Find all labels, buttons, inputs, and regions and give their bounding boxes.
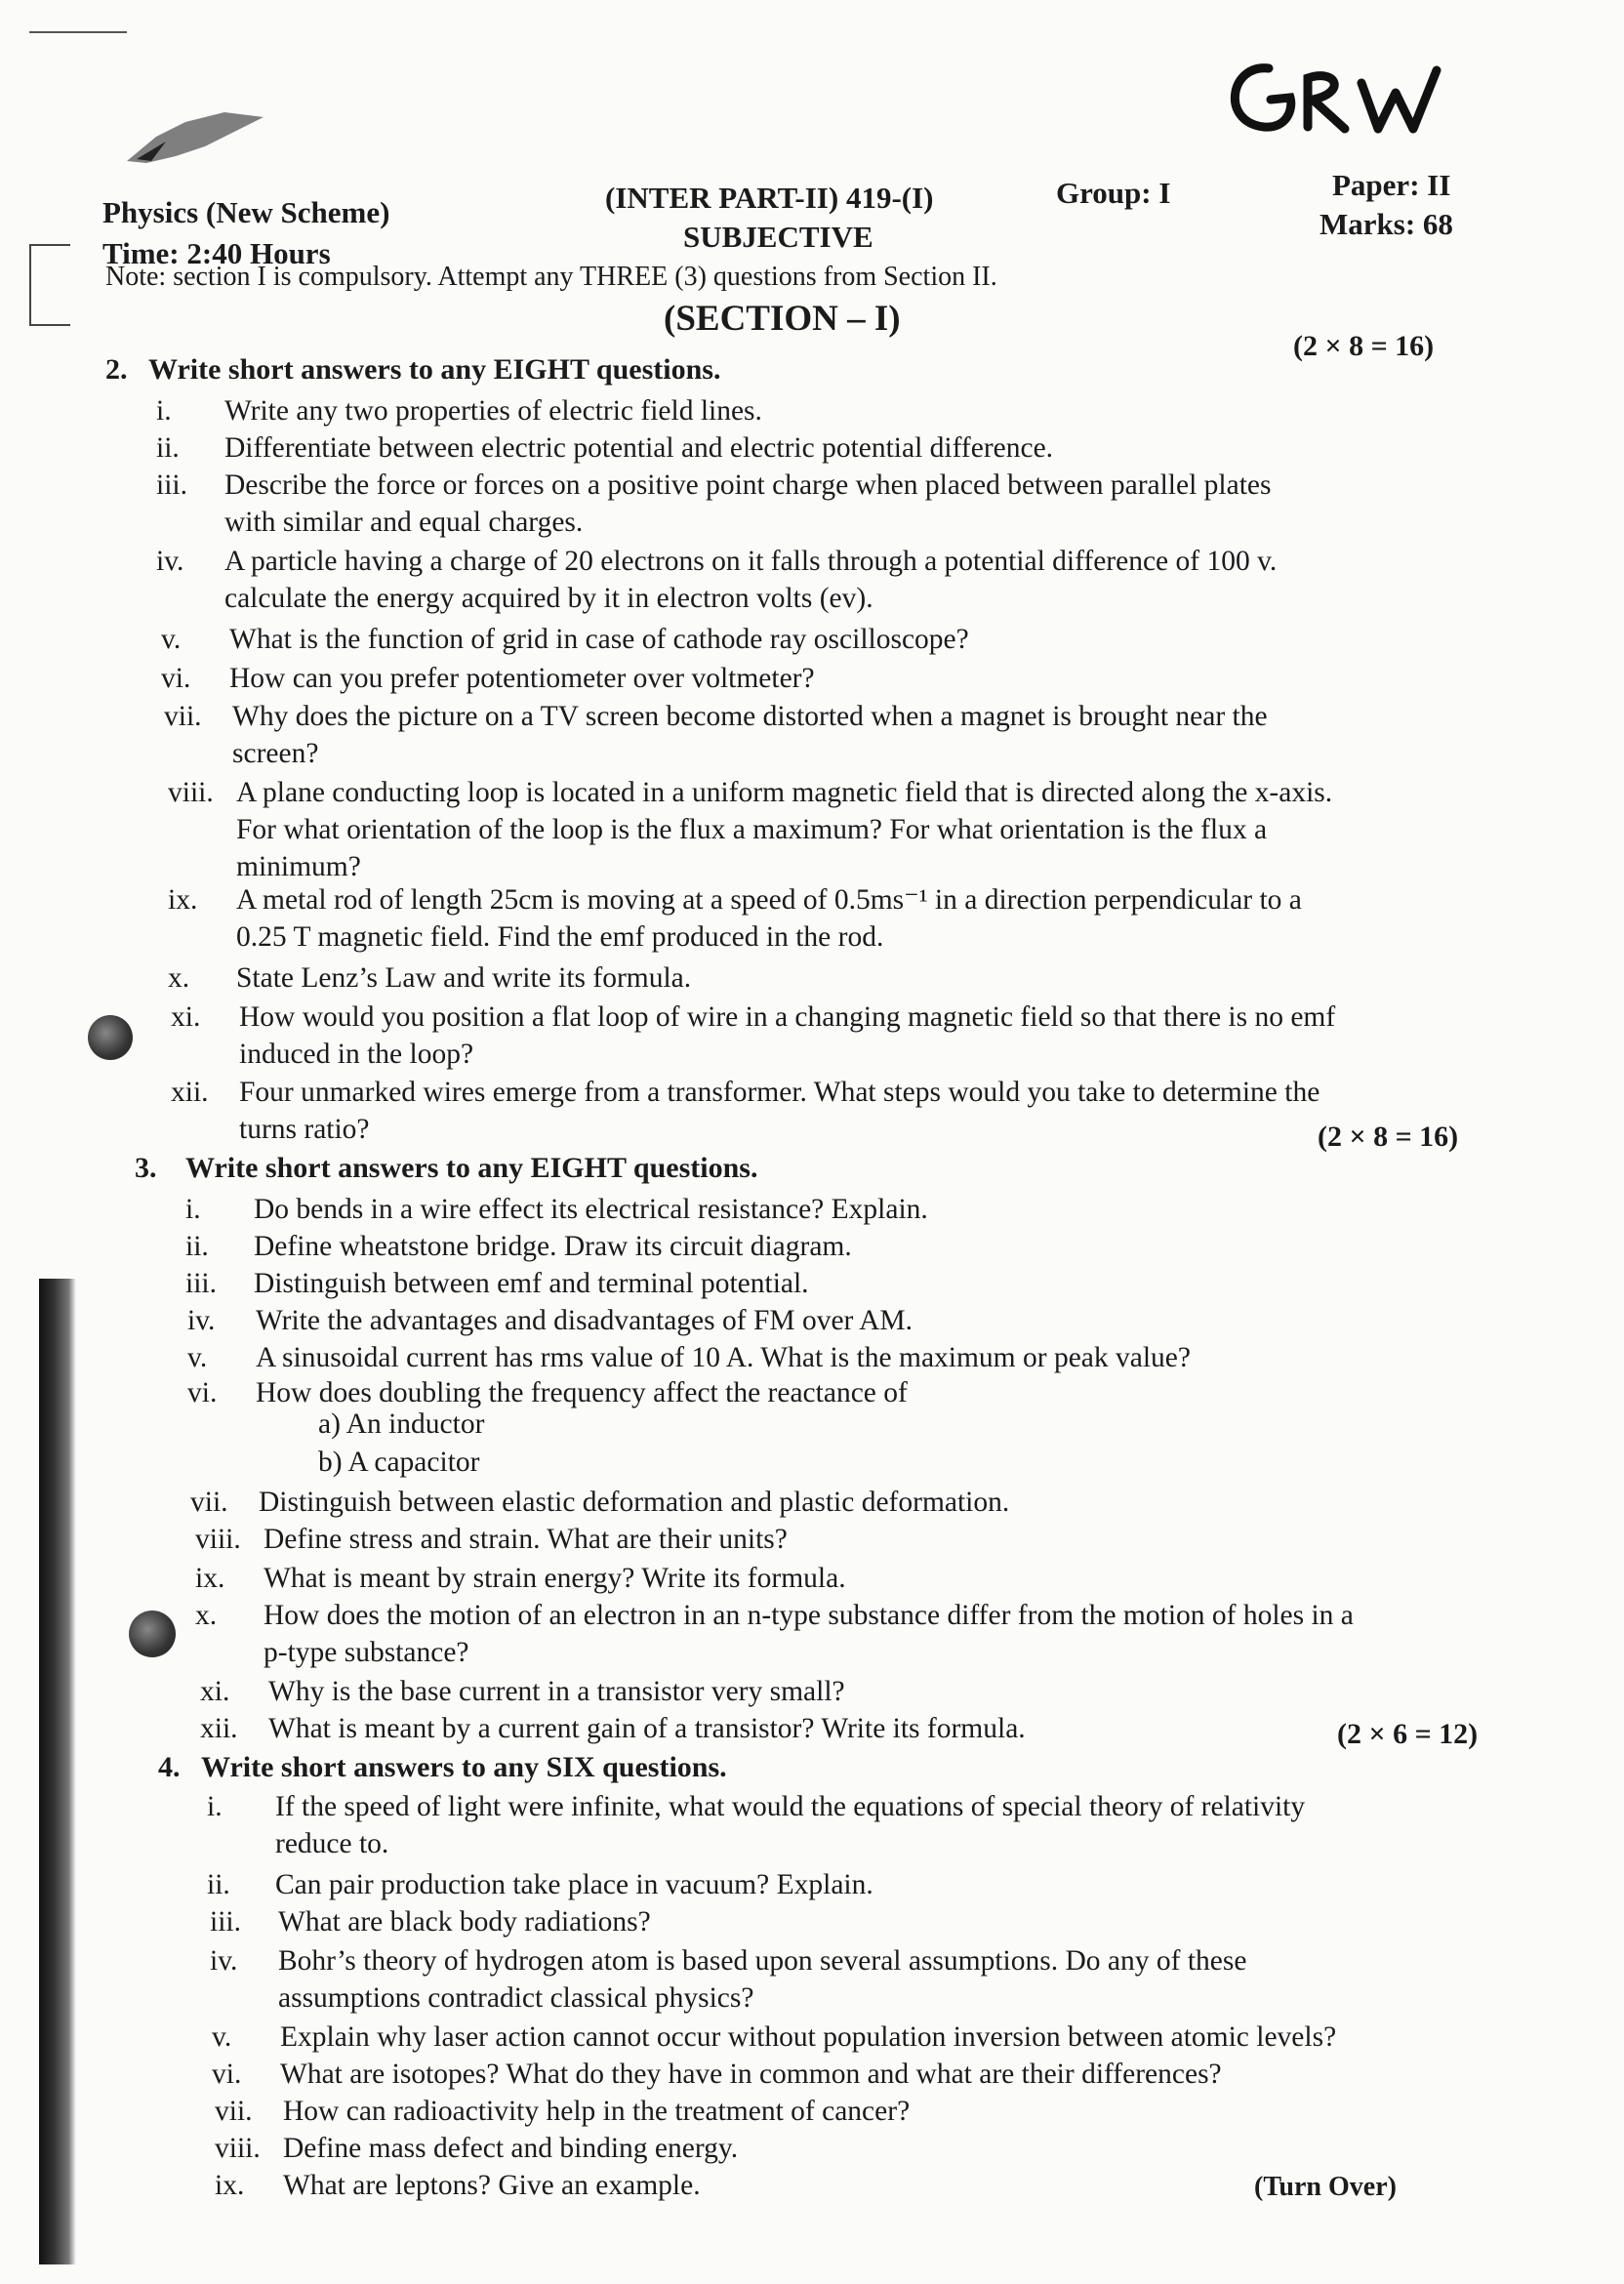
item-text-line: What are leptons? Give an example.	[283, 2170, 701, 2201]
item-number: ii.	[207, 1869, 230, 1900]
item-number: vii.	[190, 1487, 228, 1518]
question-2-marks: (2 × 8 = 16)	[1293, 330, 1435, 362]
item-number: vi.	[187, 1377, 218, 1408]
item-number: xi.	[200, 1676, 230, 1707]
scan-edge-line	[29, 31, 127, 33]
item-text-line: A plane conducting loop is located in a uniform magnetic field that is directed along the x-axis.	[236, 777, 1333, 808]
item-number: v.	[161, 624, 182, 655]
item-text-line: Why does the picture on a TV screen become distorted when a magnet is brought near the	[232, 701, 1268, 732]
exam-type: SUBJECTIVE	[683, 220, 873, 254]
item-number: iii.	[156, 469, 187, 501]
item-text-line: How can radioactivity help in the treatment of cancer?	[283, 2096, 911, 2127]
item-text-line: What are black body radiations?	[278, 1906, 651, 1937]
item-text-line: For what orientation of the loop is the flux a maximum? For what orientation is the flux a	[236, 814, 1268, 845]
item-text-line: induced in the loop?	[239, 1039, 474, 1070]
item-text-line: Define stress and strain. What are their units?	[264, 1524, 788, 1555]
question-instruction: Write short answers to any EIGHT questions.	[185, 1152, 758, 1184]
item-text-line: p-type substance?	[264, 1637, 469, 1668]
item-number: viii.	[195, 1524, 241, 1555]
item-text-line: A metal rod of length 25cm is moving at a speed of 0.5ms⁻¹ in a direction perpendicular to a	[236, 884, 1302, 916]
item-text-line: with similar and equal charges.	[224, 507, 584, 538]
item-text-line: A particle having a charge of 20 electrons on it falls through a potential difference of 100 v.	[224, 546, 1278, 577]
item-text-line: What is meant by a current gain of a transistor? Write its formula.	[268, 1713, 1026, 1744]
item-text-line: Why is the base current in a transistor very small?	[268, 1676, 845, 1707]
item-number: vi.	[161, 663, 191, 694]
item-text-line: What are isotopes? What do they have in common and what are their differences?	[280, 2059, 1222, 2090]
question-number: 3.	[135, 1152, 157, 1184]
item-text-line: turns ratio?	[239, 1114, 370, 1145]
scan-bracket-mark	[29, 244, 70, 326]
item-text-line: Explain why laser action cannot occur without population inversion between atomic levels?	[280, 2021, 1337, 2053]
question-number: 2.	[105, 353, 128, 386]
item-text-line: Define mass defect and binding energy.	[283, 2133, 739, 2164]
item-text-line: Distinguish between elastic deformation and plastic deformation.	[259, 1487, 1010, 1518]
item-number: vii.	[164, 701, 202, 732]
question-4-marks: (2 × 6 = 12)	[1337, 1718, 1479, 1750]
item-text-line: Write the advantages and disadvantages of FM over AM.	[256, 1305, 914, 1336]
item-text-line: Can pair production take place in vacuum? Explain.	[275, 1869, 873, 1900]
item-text-line: reduce to.	[275, 1828, 389, 1859]
item-number: iv.	[210, 1945, 238, 1977]
item-text-line: State Lenz’s Law and write its formula.	[236, 962, 692, 994]
punch-hole	[129, 1611, 176, 1657]
item-text-line: How does the motion of an electron in an n-type substance differ from the motion of holes in a	[264, 1600, 1354, 1631]
item-text-line: What is meant by strain energy? Write its formula.	[264, 1563, 846, 1594]
item-number: v.	[212, 2021, 232, 2053]
punch-hole	[88, 1015, 133, 1060]
item-text-line: Distinguish between emf and terminal potential.	[254, 1268, 809, 1299]
question-2-heading	[105, 353, 720, 387]
marks-label: Marks: 68	[1320, 207, 1453, 241]
handwritten-grw-mark	[1210, 49, 1464, 156]
item-number: iv.	[187, 1305, 216, 1336]
subject-label: Physics (New Scheme)	[102, 195, 390, 229]
item-number: ii.	[185, 1231, 209, 1262]
question-instruction: Write short answers to any EIGHT questions.	[148, 353, 721, 386]
item-number: iv.	[156, 546, 184, 577]
question-4-heading	[158, 1751, 727, 1784]
item-text-line: If the speed of light were infinite, what would the equations of special theory of relativity	[275, 1791, 1306, 1822]
item-number: vi.	[212, 2059, 242, 2090]
instruction-note: Note: section I is compulsory. Attempt any THREE (3) questions from Section II.	[105, 262, 997, 292]
item-text-line: How can you prefer potentiometer over voltmeter?	[229, 663, 815, 694]
item-text-line: Differentiate between electric potential and electric potential difference.	[224, 432, 1054, 464]
exam-title: (INTER PART-II) 419-(I)	[605, 181, 934, 215]
time-label: Time: 2:40 Hours	[102, 236, 331, 270]
ink-smudge-logo	[117, 93, 283, 171]
item-number: viii.	[215, 2133, 261, 2164]
item-number: i.	[156, 395, 172, 427]
item-text-line: How would you position a flat loop of wire in a changing magnetic field so that there is no emf	[239, 1001, 1336, 1033]
paper-label: Paper: II	[1332, 168, 1451, 202]
item-text-line: Four unmarked wires emerge from a transformer. What steps would you take to determine the	[239, 1077, 1320, 1108]
item-number: x.	[195, 1600, 218, 1631]
item-number: ix.	[215, 2170, 245, 2201]
item-text-line: Do bends in a wire effect its electrical resistance? Explain.	[254, 1194, 928, 1225]
binding-shadow	[39, 1279, 76, 2264]
item-text-line: minimum?	[236, 851, 361, 882]
item-number: vii.	[215, 2096, 253, 2127]
item-number: viii.	[168, 777, 214, 808]
sub-item-capacitor: b) A capacitor	[318, 1447, 480, 1478]
item-number: ix.	[195, 1563, 225, 1594]
item-text-line: Bohr’s theory of hydrogen atom is based upon several assumptions. Do any of these	[278, 1945, 1247, 1977]
item-text-line: assumptions contradict classical physics?	[278, 1982, 754, 2014]
item-text-line: Define wheatstone bridge. Draw its circuit diagram.	[254, 1231, 852, 1262]
item-text-line: Write any two properties of electric field lines.	[224, 395, 762, 427]
item-text-line: A sinusoidal current has rms value of 10 A. What is the maximum or peak value?	[256, 1342, 1191, 1373]
item-number: ix.	[168, 884, 198, 916]
question-3-heading	[135, 1152, 757, 1185]
question-3-marks: (2 × 8 = 16)	[1318, 1121, 1459, 1153]
sub-item-inductor: a) An inductor	[318, 1408, 485, 1440]
item-number: xi.	[171, 1001, 201, 1033]
item-number: v.	[187, 1342, 208, 1373]
item-number: ii.	[156, 432, 180, 464]
item-text-line: Describe the force or forces on a positive point charge when placed between parallel plates	[224, 469, 1272, 501]
item-number: iii.	[185, 1268, 217, 1299]
item-number: iii.	[210, 1906, 241, 1937]
item-text-line: screen?	[232, 738, 319, 769]
item-number: xii.	[171, 1077, 209, 1108]
item-number: xii.	[200, 1713, 238, 1744]
item-number: i.	[185, 1194, 201, 1225]
item-text-line: How does doubling the frequency affect the reactance of	[256, 1377, 908, 1408]
question-number: 4.	[158, 1751, 181, 1783]
section-title: (SECTION – I)	[664, 299, 901, 339]
item-text-line: calculate the energy acquired by it in electron volts (ev).	[224, 583, 873, 614]
item-number: i.	[207, 1791, 223, 1822]
item-number: x.	[168, 962, 190, 994]
turn-over-label: (Turn Over)	[1254, 2172, 1397, 2202]
item-text-line: 0.25 T magnetic field. Find the emf produced in the rod.	[236, 921, 884, 953]
group-label: Group: I	[1056, 176, 1171, 210]
question-instruction: Write short answers to any SIX questions.	[201, 1751, 727, 1783]
item-text-line: What is the function of grid in case of cathode ray oscilloscope?	[229, 624, 969, 655]
